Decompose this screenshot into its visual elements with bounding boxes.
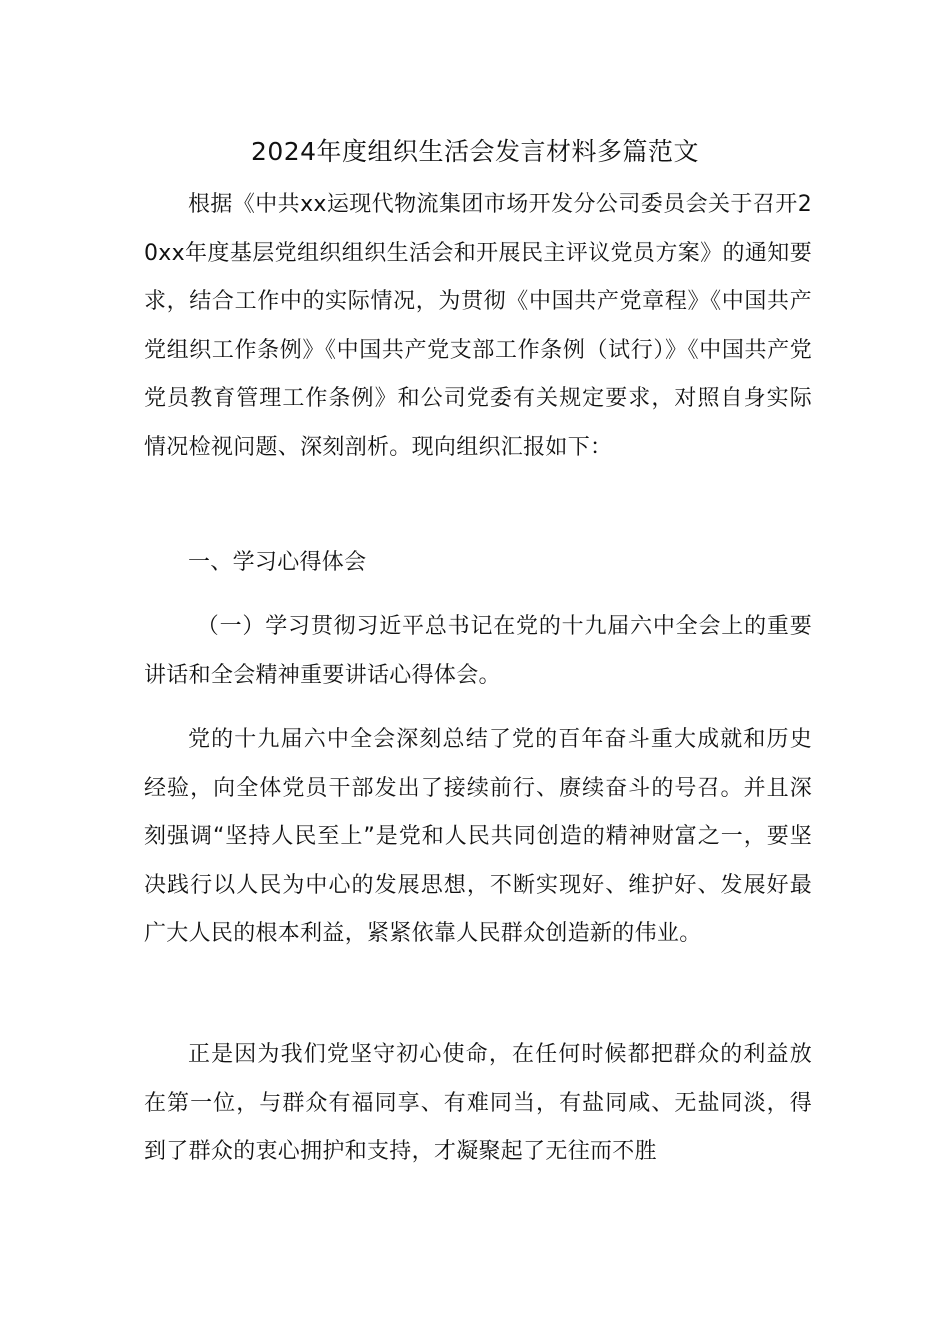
section-heading: 一、学习心得体会 (188, 550, 367, 575)
subsection-heading: （一）学习贯彻习近平总书记在党的十九届六中全会上的重要讲话和全会精神重要讲话心得体会。 (144, 614, 812, 688)
body-paragraph-1: 党的十九届六中全会深刻总结了党的百年奋斗重大成就和历史经验，向全体党员干部发出了接续前行、赓续奋斗的号召。并且深刻强调“坚持人民至上”是党和人民共同创造的精神财富之一，要坚决践行以人民为中心的发展思想，不断实现好、维护好、发展好最广大人民的根本利益，紧紧依靠人民群众创造新的伟业。 (144, 727, 812, 947)
intro-paragraph: 根据《中共xx运现代物流集团市场开发分公司委员会关于召开20xx年度基层党组织组织生活会和开展民主评议党员方案》的通知要求，结合工作中的实际情况，为贯彻《中国共产党章程》《中国共产党组织工作条例》《中国共产党支部工作条例（试行）》《中国共产党党员教育管理工作条例》和公司党委有关规定要求，对照自身实际情况检视问题、深刻剖析。现向组织汇报如下： (144, 192, 812, 460)
document-title: 2024年度组织生活会发言材料多篇范文 (250, 137, 700, 166)
body-paragraph-2: 正是因为我们党坚守初心使命，在任何时候都把群众的利益放在第一位，与群众有福同享、有难同当，有盐同咸、无盐同淡，得到了群众的衷心拥护和支持，才凝聚起了无往而不胜 (144, 1042, 812, 1165)
